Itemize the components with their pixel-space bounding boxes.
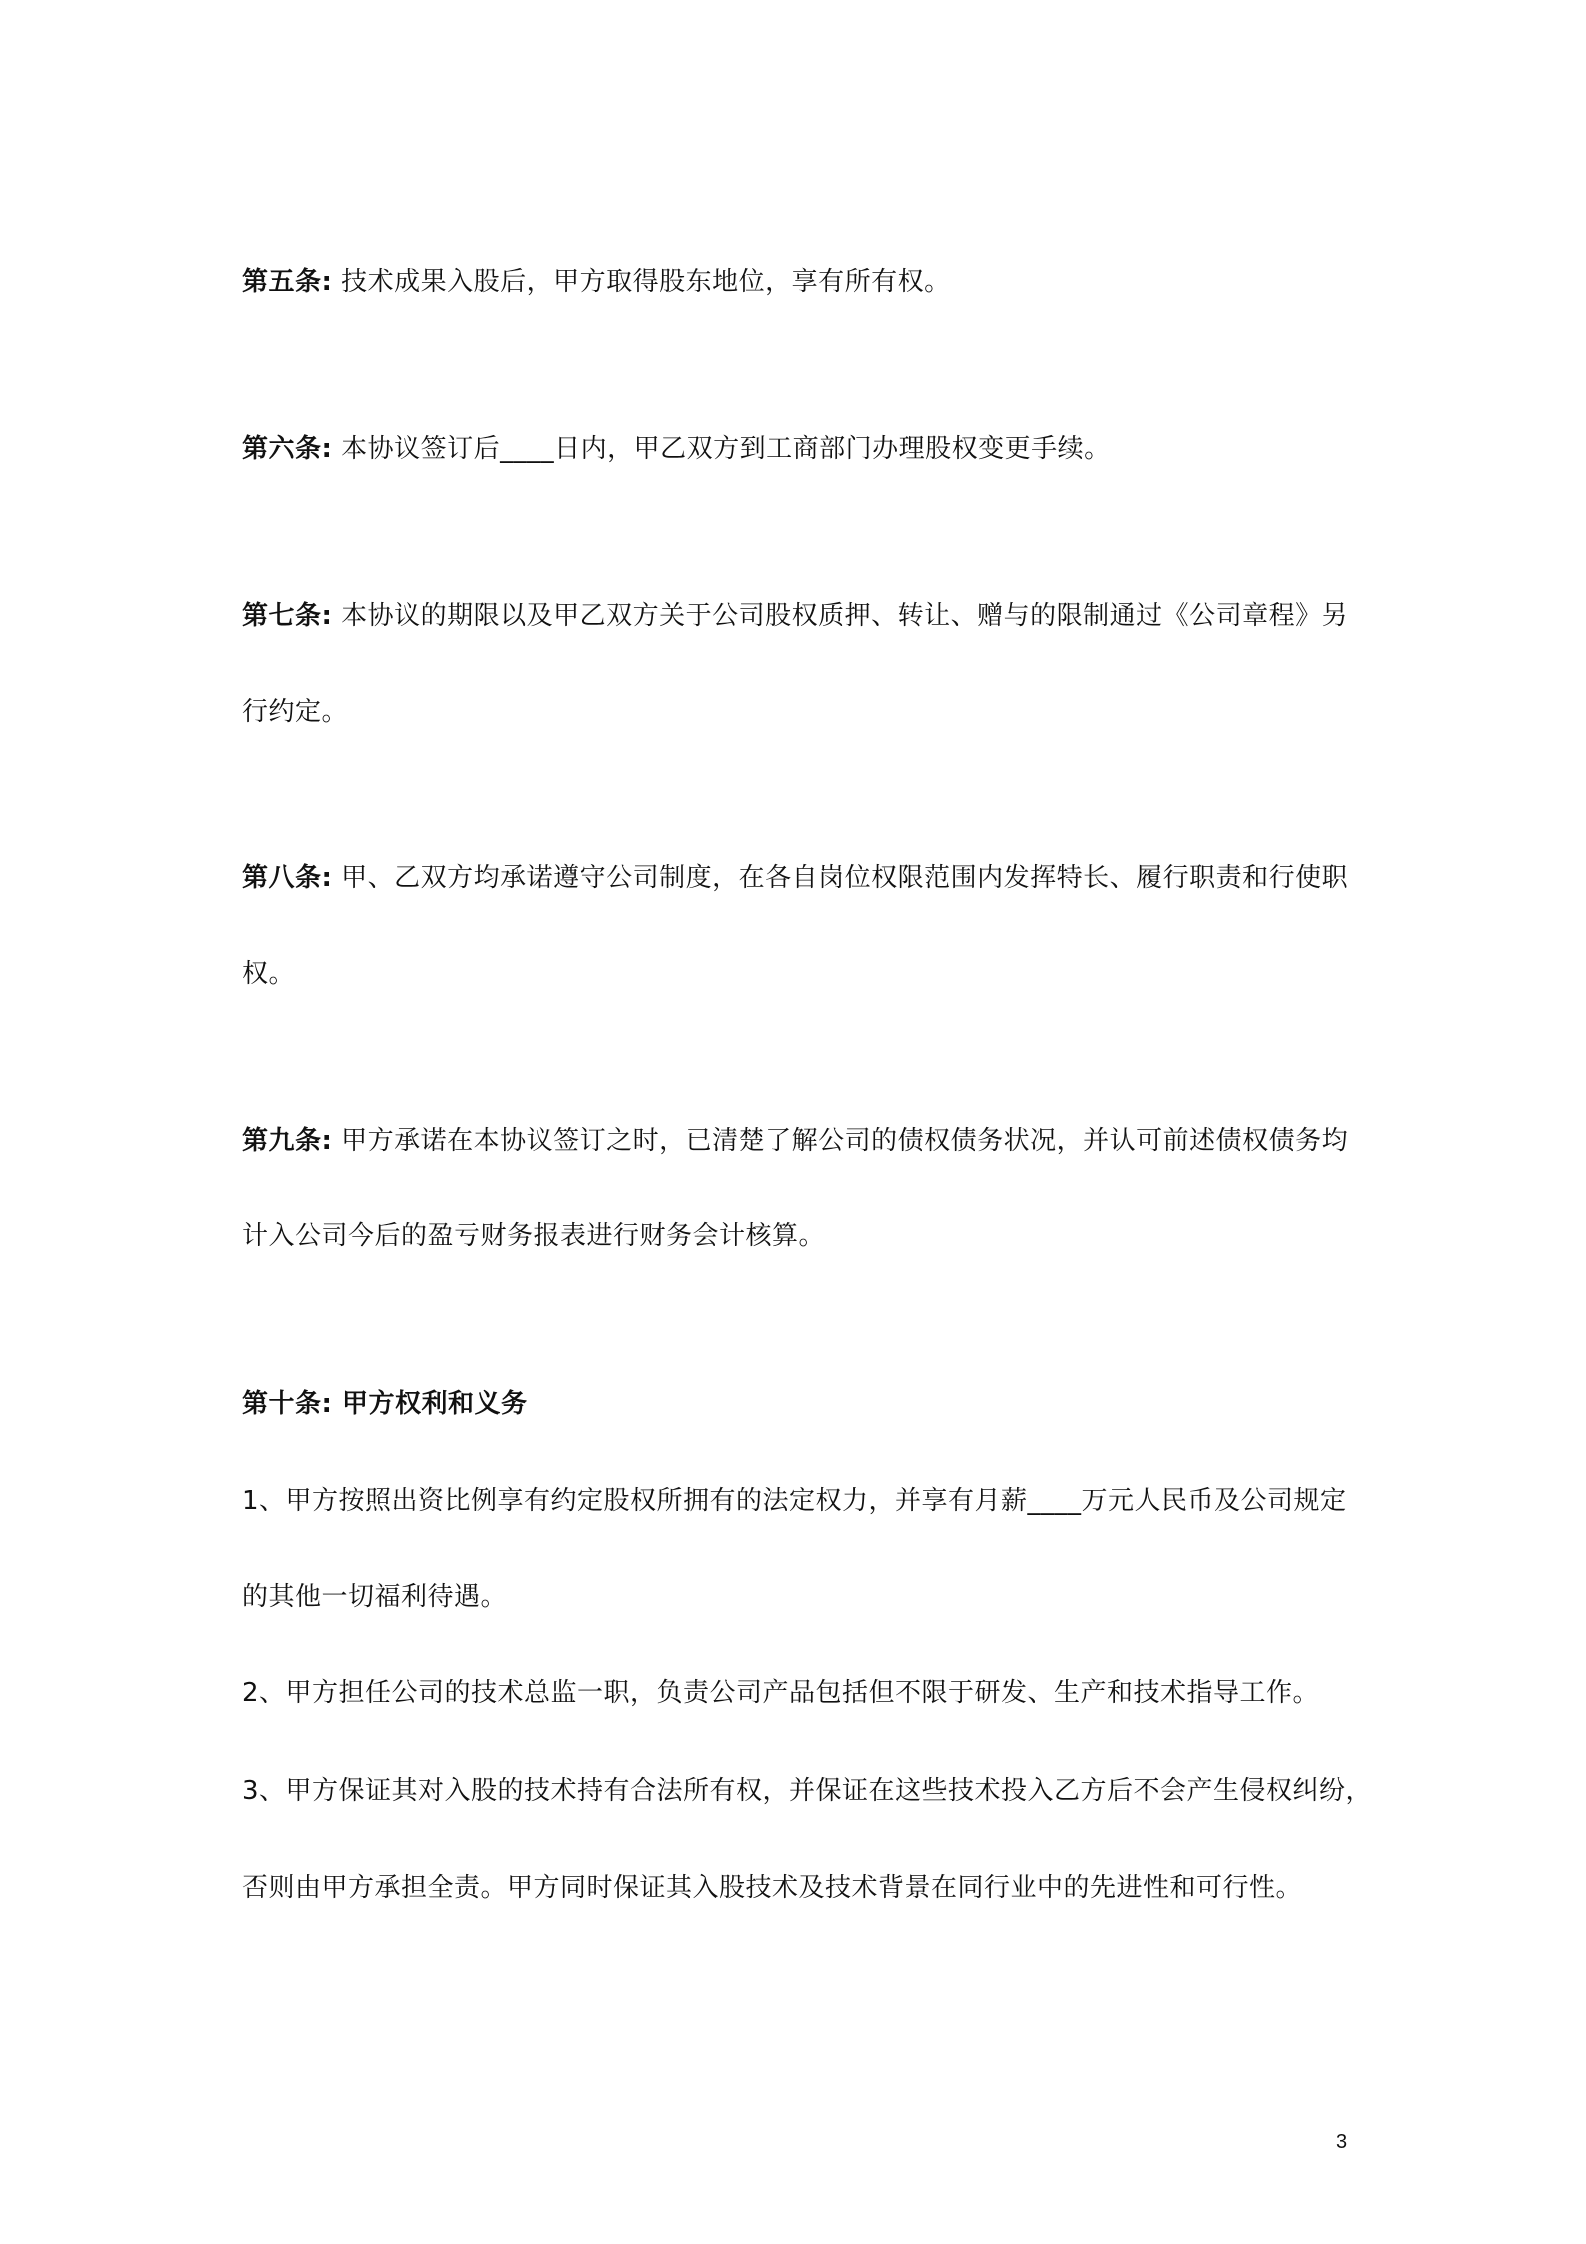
article-8-text-1: 甲、乙双方均承诺遵守公司制度，在各自岗位权限范围内发挥特长、履行职责和行使职 [341, 863, 1349, 893]
article-10-heading: 第十条: 甲方权利和义务 [242, 1389, 528, 1419]
article-5-label: 第五条: [242, 267, 333, 297]
article-10-item-3-line-2 [242, 1870, 1362, 1906]
article-8-line-2 [242, 956, 1362, 992]
article-7-text-2: 行约定。 [242, 697, 349, 727]
article-10-item-1-text-2: 的其他一切福利待遇。 [242, 1582, 508, 1612]
article-10-item-1-line-2 [242, 1579, 1362, 1615]
article-7-label: 第七条: [242, 601, 333, 631]
article-10-item-1-line-1 [242, 1483, 1362, 1519]
article-10-item-3-text-2: 否则由甲方承担全责。甲方同时保证其入股技术及技术背景在同行业中的先进性和可行性。 [242, 1873, 1303, 1903]
article-7-text-1: 本协议的期限以及甲乙双方关于公司股权质押、转让、赠与的限制通过《公司章程》另 [341, 601, 1349, 631]
article-9-text-1: 甲方承诺在本协议签订之时，已清楚了解公司的债权债务状况，并认可前述债权债务均 [341, 1126, 1349, 1156]
article-9-line-1 [242, 1123, 1362, 1159]
article-9-text-2: 计入公司今后的盈亏财务报表进行财务会计核算。 [242, 1221, 826, 1251]
article-6-label: 第六条: [242, 434, 333, 464]
article-8-line-1 [242, 860, 1362, 896]
article-6-text: 本协议签订后____日内，甲乙双方到工商部门办理股权变更手续。 [341, 434, 1111, 464]
article-6-line-1 [242, 431, 1362, 467]
article-9-line-2 [242, 1218, 1362, 1254]
article-8-label: 第八条: [242, 863, 333, 893]
article-10-item-3-line-1 [242, 1773, 1373, 1809]
article-5-line-1 [242, 264, 1362, 300]
page-number: 3 [1336, 2131, 1348, 2153]
article-10-item-2-text-1: 2、甲方担任公司的技术总监一职，负责公司产品包括但不限于研发、生产和技术指导工作。 [242, 1678, 1320, 1708]
article-10-item-1-text-1: 1、甲方按照出资比例享有约定股权所拥有的法定权力，并享有月薪____万元人民币及公司规定 [242, 1486, 1347, 1516]
article-5-text: 技术成果入股后，甲方取得股东地位，享有所有权。 [341, 267, 951, 297]
article-7-line-2 [242, 694, 1362, 730]
article-10-item-2-line-1 [242, 1675, 1362, 1711]
article-7-line-1 [242, 598, 1362, 634]
article-9-label: 第九条: [242, 1126, 333, 1156]
article-8-text-2: 权。 [242, 959, 296, 989]
article-10-item-3-text-1: 3、甲方保证其对入股的技术持有合法所有权，并保证在这些技术投入乙方后不会产生侵权纠纷， [242, 1776, 1373, 1806]
